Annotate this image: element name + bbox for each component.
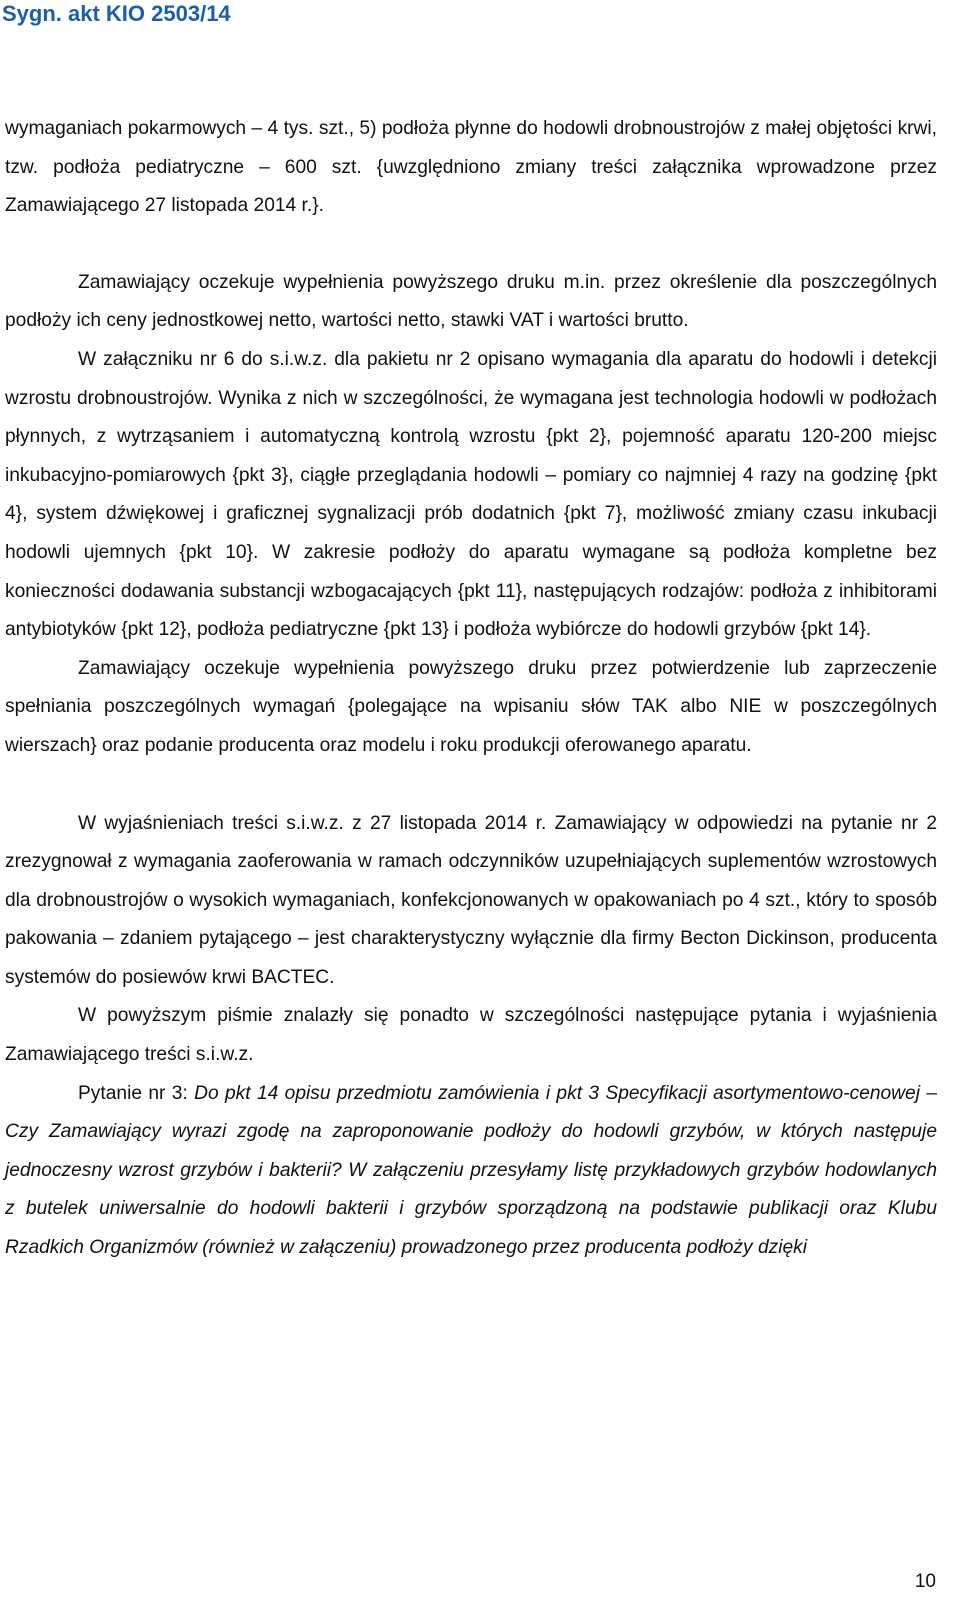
page-number: 10 bbox=[914, 1571, 936, 1592]
question-label: Pytanie nr 3: bbox=[78, 1082, 195, 1104]
document-header bbox=[0, 0, 960, 28]
paragraph-confirmation-requirements: Zamawiający oczekuje wypełnienia powyższego druku przez potwierdzenie lub zaprzeczenie spełniania poszczególnych wymagań {polegające na wpisaniu słów TAK albo NIE w poszczególnych wierszach} oraz podanie producenta oraz modelu i roku produkcji oferowanego aparatu. bbox=[5, 657, 937, 756]
document-body bbox=[5, 110, 937, 1268]
paragraph-attachment-6: W załączniku nr 6 do s.i.w.z. dla pakietu nr 2 opisano wymagania dla aparatu do hodowli i detekcji wzrostu drobnoustrojów. Wynika z nich w szczególności, że wymagana jest technologia hodowli w podłożach płynnych, z wytrząsaniem i automatyczną kontrolą wzrostu {pkt 2}, pojemność aparatu 120-200 miejsc inkubacyjno-pomiarowych {pkt 3}, ciągłe przeglądania hodowli – pomiary co najmniej 4 razy na godzinę {pkt 4}, system dźwiękowej i graficznej sygnalizacji prób dodatnich {pkt 7}, możliwość zmiany czasu inkubacji hodowli ujemnych {pkt 10}. W zakresie podłoży do aparatu wymagane są podłoża kompletne bez konieczności dodawania substancji wzbogacających {pkt 11}, następujących rodzajów: podłoża z inhibitorami antybiotyków {pkt 12}, podłoża pediatryczne {pkt 13} i podłoża wybiórcze do hodowli grzybów {pkt 14}. bbox=[5, 348, 937, 641]
paragraph-continuation: wymaganiach pokarmowych – 4 tys. szt., 5) podłoża płynne do hodowli drobnoustrojów z małej objętości krwi, tzw. podłoża pediatryczne – 600 szt. {uwzględniono zmiany treści załącznika wprowadzone przez Zamawiającego 27 listopada 2014 r.}. bbox=[5, 118, 937, 217]
paragraph-price-requirements: Zamawiający oczekuje wypełnienia powyższego druku m.in. przez określenie dla poszczególnych podłoży ich ceny jednostkowej netto, wartości netto, stawki VAT i wartości brutto. bbox=[5, 271, 937, 332]
paragraph-question-3 bbox=[5, 1075, 937, 1268]
paragraph-explanations: W wyjaśnieniach treści s.i.w.z. z 27 listopada 2014 r. Zamawiający w odpowiedzi na pytanie nr 2 zrezygnował z wymagania zaoferowania w ramach odczynników uzupełniających suplementów wzrostowych dla drobnoustrojów o wysokich wymaganiach, konfekcjonowanych w opakowaniach po 4 szt., który to sposób pakowania – zdaniem pytającego – jest charakterystyczny wyłącznie dla firmy Becton Dickinson, producenta systemów do posiewów krwi BACTEC. bbox=[5, 812, 937, 988]
paragraph-questions-intro: W powyższym piśmie znalazły się ponadto w szczególności następujące pytania i wyjaśnienia Zamawiającego treści s.i.w.z. bbox=[5, 1005, 937, 1066]
case-number: Sygn. akt KIO 2503/14 bbox=[2, 1, 231, 26]
question-text: Do pkt 14 opisu przedmiotu zamówienia i pkt 3 Specyfikacji asortymentowo-cenowej – Czy Zamawiający wyrazi zgodę na zaproponowanie podłoży do hodowli grzybów, w których następuje jednoczesny wzrost grzybów i bakterii? W załączeniu przesyłamy listę przykładowych grzybów hodowlanych z butelek uniwersalnie do hodowli bakterii i grzybów sporządzoną na podstawie publikacji oraz Klubu Rzadkich Organizmów (również w załączeniu) prowadzonego przez producenta podłoży dzięki bbox=[5, 1082, 937, 1259]
